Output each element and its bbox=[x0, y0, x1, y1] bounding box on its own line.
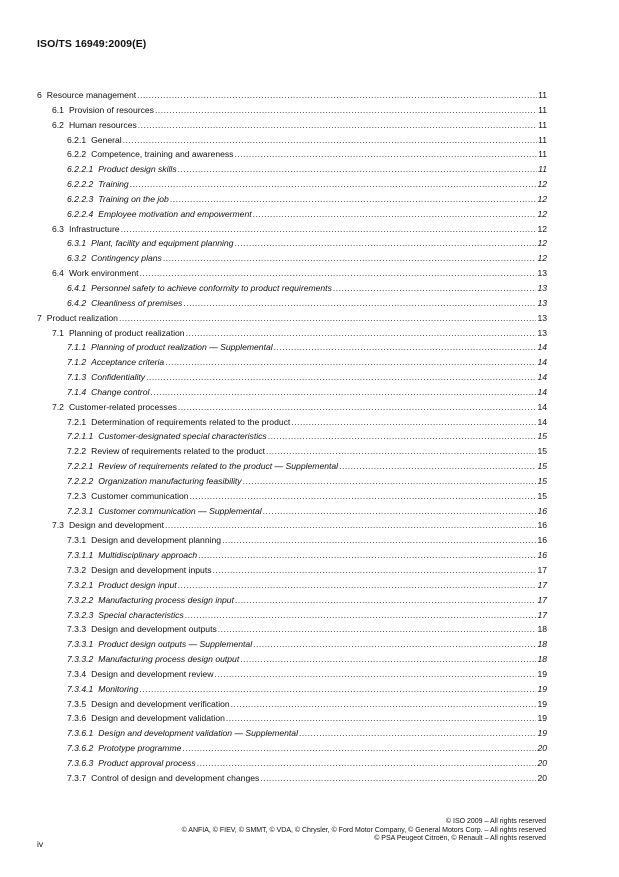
toc-entry[interactable] bbox=[37, 400, 547, 415]
toc-entry-page: 19 bbox=[537, 668, 547, 679]
toc-entry-number: 6.2.2.3 bbox=[67, 193, 94, 204]
toc-entry[interactable] bbox=[37, 578, 547, 593]
toc-dot-leader bbox=[150, 385, 536, 400]
toc-dot-leader bbox=[222, 533, 536, 548]
toc-entry-number: 6.2.2.1 bbox=[67, 164, 94, 175]
toc-dot-leader bbox=[235, 236, 537, 251]
toc-entry-number: 6 bbox=[37, 90, 42, 100]
toc-dot-leader bbox=[123, 133, 537, 148]
toc-dot-leader bbox=[234, 147, 537, 162]
toc-entry-title: Special characteristics bbox=[98, 609, 184, 620]
toc-entry[interactable] bbox=[37, 726, 547, 741]
toc-entry[interactable] bbox=[37, 415, 547, 430]
toc-entry-number: 7.2.3 bbox=[67, 490, 87, 501]
toc-entry-number: 7.3.6.1 bbox=[67, 728, 94, 739]
toc-entry-title: Provision of resources bbox=[68, 104, 154, 115]
toc-entry-page: 13 bbox=[537, 297, 547, 308]
toc-entry[interactable] bbox=[37, 266, 547, 281]
toc-entry-page: 19 bbox=[537, 728, 547, 739]
toc-entry-title: Work environment bbox=[68, 268, 139, 279]
toc-entry[interactable] bbox=[37, 281, 547, 296]
toc-entry-title: Multidisciplinary approach bbox=[98, 550, 198, 561]
toc-entry[interactable] bbox=[37, 608, 547, 623]
toc-entry-title: Organization manufacturing feasibility bbox=[98, 475, 242, 486]
toc-dot-leader bbox=[178, 162, 537, 177]
toc-entry[interactable] bbox=[37, 311, 547, 326]
toc-entry-number: 6.3 bbox=[52, 223, 64, 234]
footer-line-partners: © ANFIA, © FIEV, © SMMT, © VDA, © Chrysler, © Ford Motor Company, © General Motors Corp. – All rights reserved bbox=[181, 826, 546, 834]
toc-dot-leader bbox=[186, 326, 537, 341]
toc-entry[interactable] bbox=[37, 133, 547, 148]
toc-entry-title: Manufacturing process design output bbox=[98, 654, 240, 665]
toc-entry[interactable] bbox=[37, 177, 547, 192]
toc-entry-number: 7.3.7 bbox=[67, 772, 87, 783]
toc-entry-number: 7.3 bbox=[52, 520, 64, 531]
toc-entry-page: 19 bbox=[537, 683, 547, 694]
toc-entry-title: Determination of requirements related to the product bbox=[91, 416, 291, 427]
toc-entry-page: 16 bbox=[537, 535, 547, 546]
toc-entry-title: Planning of product realization — Supplemental bbox=[91, 342, 273, 353]
toc-entry-page: 14 bbox=[537, 386, 547, 397]
page-number: iv bbox=[37, 839, 44, 849]
toc-entry-title: Training on the job bbox=[98, 193, 169, 204]
toc-dot-leader bbox=[266, 444, 536, 459]
toc-entry[interactable] bbox=[37, 459, 547, 474]
toc-entry-title: Personnel safety to achieve conformity to product requirements bbox=[91, 282, 332, 293]
toc-entry-title: Customer-related processes bbox=[68, 401, 177, 412]
toc-dot-leader bbox=[138, 118, 537, 133]
toc-entry-page: 12 bbox=[537, 193, 547, 204]
toc-entry-title: Design and development verification bbox=[91, 698, 230, 709]
toc-entry-page: 15 bbox=[537, 431, 547, 442]
toc-entry[interactable] bbox=[37, 385, 547, 400]
toc-entry-number: 7.2.2.2 bbox=[67, 475, 94, 486]
toc-entry-number: 7.3.2.1 bbox=[67, 579, 94, 590]
toc-dot-leader bbox=[170, 192, 537, 207]
toc-entry-page: 13 bbox=[537, 282, 547, 293]
toc-dot-leader bbox=[185, 608, 537, 623]
toc-dot-leader bbox=[218, 622, 537, 637]
toc-entry-number: 6.3.1 bbox=[67, 238, 87, 249]
toc-entry-title: Control of design and development changes bbox=[91, 772, 260, 783]
toc-entry-number: 7.3.2 bbox=[67, 565, 87, 575]
toc-entry-title: Monitoring bbox=[98, 683, 139, 694]
toc-entry-title: Employee motivation and empowerment bbox=[98, 208, 252, 219]
toc-dot-leader bbox=[190, 489, 537, 504]
toc-entry-number: 7.3.6.3 bbox=[67, 757, 94, 768]
toc-entry[interactable] bbox=[37, 771, 547, 786]
toc-entry-number: 6.1 bbox=[52, 104, 64, 115]
toc-dot-leader bbox=[235, 593, 536, 608]
toc-entry-title: Product design input bbox=[98, 579, 177, 590]
toc-entry-page: 16 bbox=[537, 550, 547, 561]
toc-entry-number: 6.3.2 bbox=[67, 253, 87, 264]
toc-entry-number: 6.4 bbox=[52, 268, 64, 279]
toc-entry-number: 6.4.1 bbox=[67, 282, 87, 293]
toc-entry-page: 15 bbox=[537, 446, 547, 457]
footer-line-iso: © ISO 2009 – All rights reserved bbox=[445, 818, 546, 825]
toc-entry-page: 11 bbox=[538, 164, 547, 175]
toc-entry[interactable] bbox=[37, 489, 547, 504]
toc-entry-title: Design and development validation — Supplemental bbox=[98, 728, 298, 739]
copyright-footer bbox=[182, 818, 546, 844]
toc-entry-page: 12 bbox=[537, 253, 547, 264]
toc-dot-leader bbox=[165, 355, 536, 370]
toc-entry[interactable] bbox=[37, 593, 547, 608]
toc-dot-leader bbox=[137, 88, 537, 103]
toc-dot-leader bbox=[178, 400, 537, 415]
toc-entry[interactable] bbox=[37, 756, 547, 771]
toc-entry-page: 12 bbox=[537, 238, 547, 249]
toc-entry-title: Design and development validation bbox=[91, 713, 225, 724]
toc-entry-number: 7.3.3.1 bbox=[67, 639, 94, 650]
toc-dot-leader bbox=[119, 311, 536, 326]
toc-dot-leader bbox=[240, 652, 536, 667]
toc-dot-leader bbox=[178, 578, 537, 593]
toc-entry-title: General bbox=[91, 134, 122, 145]
toc-entry-number: 6.2.2.4 bbox=[67, 208, 94, 219]
toc-entry-title: Resource management bbox=[46, 90, 137, 100]
toc-entry-number: 7.3.2.3 bbox=[67, 609, 94, 620]
toc-entry[interactable] bbox=[37, 637, 547, 652]
toc-entry-title: Planning of product realization bbox=[68, 327, 185, 338]
toc-entry-title: Manufacturing process design input bbox=[98, 594, 234, 605]
toc-dot-leader bbox=[253, 637, 536, 652]
toc-entry[interactable] bbox=[37, 103, 547, 118]
toc-entry-number: 7.1 bbox=[52, 327, 64, 338]
toc-entry-page: 14 bbox=[537, 342, 547, 353]
toc-entry-title: Infrastructure bbox=[68, 223, 120, 234]
toc-entry-number: 7.3.3.2 bbox=[67, 654, 94, 665]
table-of-contents bbox=[37, 88, 547, 786]
toc-entry-page: 19 bbox=[537, 713, 547, 724]
toc-dot-leader bbox=[339, 459, 536, 474]
toc-dot-leader bbox=[214, 667, 536, 682]
toc-entry[interactable] bbox=[37, 518, 547, 533]
toc-entry[interactable] bbox=[37, 162, 547, 177]
toc-entry[interactable] bbox=[37, 340, 547, 355]
toc-entry-title: Contingency plans bbox=[91, 253, 162, 264]
footer-line-psa-renault: © PSA Peugeot Citroën, © Renault – All rights reserved bbox=[374, 835, 546, 843]
toc-entry-page: 18 bbox=[537, 654, 547, 665]
toc-entry[interactable] bbox=[37, 622, 547, 637]
toc-entry-page: 11 bbox=[538, 149, 547, 160]
toc-entry-page: 15 bbox=[537, 461, 547, 472]
toc-entry-number: 6.2.2.2 bbox=[67, 179, 94, 190]
toc-entry[interactable] bbox=[37, 222, 547, 237]
toc-entry[interactable] bbox=[37, 697, 547, 712]
toc-entry-title: Product realization bbox=[46, 312, 118, 323]
toc-entry-number: 7.2.1.1 bbox=[67, 431, 94, 442]
toc-entry-number: 7.2.3.1 bbox=[67, 505, 94, 516]
toc-entry[interactable] bbox=[37, 741, 547, 756]
toc-entry-number: 7.3.1 bbox=[67, 535, 87, 546]
toc-dot-leader bbox=[197, 756, 537, 771]
toc-entry-title: Customer-designated special characteristics bbox=[98, 431, 267, 442]
toc-dot-leader bbox=[260, 771, 536, 786]
toc-entry-number: 7.3.4.1 bbox=[67, 683, 94, 694]
toc-entry-number: 7.3.1.1 bbox=[67, 550, 94, 561]
toc-entry-title: Design and development review bbox=[91, 668, 214, 679]
toc-entry[interactable] bbox=[37, 667, 547, 682]
toc-entry-title: Design and development planning bbox=[91, 535, 222, 546]
toc-entry-title: Customer communication bbox=[91, 490, 189, 501]
toc-entry-page: 12 bbox=[537, 223, 547, 234]
toc-entry[interactable] bbox=[37, 504, 547, 519]
toc-entry-number: 7.2.1 bbox=[67, 416, 87, 427]
toc-entry-page: 12 bbox=[537, 179, 547, 190]
toc-entry-title: Product design outputs — Supplemental bbox=[98, 639, 253, 650]
toc-entry-number: 7.1.2 bbox=[67, 357, 87, 368]
toc-entry-page: 14 bbox=[537, 372, 547, 383]
toc-entry-title: Cleanliness of premises bbox=[91, 297, 183, 308]
toc-entry[interactable] bbox=[37, 251, 547, 266]
toc-entry-number: 7.3.6.2 bbox=[67, 743, 94, 754]
toc-entry-number: 7 bbox=[37, 312, 42, 323]
toc-entry-title: Acceptance criteria bbox=[91, 357, 165, 368]
toc-entry-title: Review of requirements related to the product — Supplemental bbox=[98, 461, 339, 472]
toc-entry[interactable] bbox=[37, 444, 547, 459]
toc-entry-title: Design and development bbox=[68, 520, 165, 531]
toc-entry-page: 11 bbox=[538, 134, 547, 145]
toc-entry-page: 13 bbox=[537, 268, 547, 279]
toc-entry[interactable] bbox=[37, 296, 547, 311]
toc-entry-number: 7.2.2 bbox=[67, 446, 87, 457]
toc-entry-title: Design and development inputs bbox=[91, 565, 212, 575]
toc-entry-page: 14 bbox=[537, 401, 547, 412]
toc-dot-leader bbox=[130, 177, 537, 192]
toc-entry-title: Training bbox=[98, 179, 129, 190]
toc-entry-number: 7.1.4 bbox=[67, 386, 87, 397]
toc-entry-number: 7.2.2.1 bbox=[67, 461, 94, 472]
toc-entry[interactable] bbox=[37, 355, 547, 370]
toc-dot-leader bbox=[243, 474, 537, 489]
toc-entry[interactable] bbox=[37, 652, 547, 667]
toc-entry-title: Plant, facility and equipment planning bbox=[91, 238, 234, 249]
toc-entry-number: 7.3.3 bbox=[67, 624, 87, 635]
toc-entry[interactable] bbox=[37, 207, 547, 222]
toc-entry-title: Confidentiality bbox=[91, 372, 146, 383]
toc-entry[interactable] bbox=[37, 147, 547, 162]
toc-entry-page: 20 bbox=[537, 772, 547, 783]
toc-dot-leader bbox=[121, 222, 537, 237]
toc-entry-number: 6.4.2 bbox=[67, 297, 87, 308]
toc-dot-leader bbox=[263, 504, 537, 519]
toc-dot-leader bbox=[155, 103, 537, 118]
toc-entry-page: 18 bbox=[537, 639, 547, 650]
toc-entry[interactable] bbox=[37, 236, 547, 251]
toc-dot-leader bbox=[226, 711, 537, 726]
toc-entry[interactable] bbox=[37, 563, 547, 578]
toc-entry[interactable] bbox=[37, 429, 547, 444]
toc-entry-page: 17 bbox=[537, 609, 547, 620]
toc-entry-number: 7.1.3 bbox=[67, 372, 87, 383]
toc-entry-title: Human resources bbox=[68, 119, 137, 130]
toc-dot-leader bbox=[253, 207, 537, 222]
toc-entry[interactable] bbox=[37, 370, 547, 385]
toc-dot-leader bbox=[139, 682, 536, 697]
toc-entry-page: 15 bbox=[537, 490, 547, 501]
toc-entry[interactable] bbox=[37, 192, 547, 207]
toc-dot-leader bbox=[231, 697, 537, 712]
toc-entry-page: 15 bbox=[537, 475, 547, 486]
toc-entry[interactable] bbox=[37, 326, 547, 341]
toc-entry-page: 20 bbox=[537, 743, 547, 754]
toc-entry-number: 6.2 bbox=[52, 119, 64, 130]
toc-entry-title: Customer communication — Supplemental bbox=[98, 505, 262, 516]
toc-entry[interactable] bbox=[37, 548, 547, 563]
toc-entry[interactable] bbox=[37, 711, 547, 726]
toc-entry-title: Product design skills bbox=[98, 164, 177, 175]
toc-dot-leader bbox=[140, 266, 537, 281]
toc-entry-page: 11 bbox=[538, 119, 547, 130]
toc-entry-page: 13 bbox=[537, 327, 547, 338]
toc-entry-title: Product approval process bbox=[98, 757, 196, 768]
toc-entry-page: 13 bbox=[537, 312, 547, 323]
toc-entry-number: 7.3.6 bbox=[67, 713, 87, 724]
toc-dot-leader bbox=[146, 370, 536, 385]
toc-entry-number: 6.2.1 bbox=[67, 134, 87, 145]
toc-entry-number: 6.2.2 bbox=[67, 149, 87, 160]
toc-dot-leader bbox=[165, 518, 536, 533]
toc-dot-leader bbox=[163, 251, 537, 266]
toc-entry-title: Change control bbox=[91, 386, 150, 397]
toc-entry[interactable] bbox=[37, 474, 547, 489]
toc-entry-page: 16 bbox=[537, 520, 547, 531]
toc-entry[interactable] bbox=[37, 88, 547, 103]
toc-entry-number: 7.3.2.2 bbox=[67, 594, 94, 605]
toc-entry-page: 16 bbox=[537, 505, 547, 516]
toc-entry-page: 14 bbox=[537, 416, 547, 427]
toc-dot-leader bbox=[182, 741, 536, 756]
toc-entry-page: 11 bbox=[538, 90, 547, 100]
toc-entry-page: 19 bbox=[537, 698, 547, 709]
toc-entry-page: 17 bbox=[537, 579, 547, 590]
toc-entry-title: Review of requirements related to the product bbox=[91, 446, 266, 457]
toc-entry-page: 18 bbox=[537, 624, 547, 635]
toc-entry-page: 12 bbox=[537, 208, 547, 219]
toc-dot-leader bbox=[291, 415, 536, 430]
toc-entry-page: 20 bbox=[537, 757, 547, 768]
toc-entry-number: 7.2 bbox=[52, 401, 64, 412]
toc-entry[interactable] bbox=[37, 118, 547, 133]
toc-dot-leader bbox=[183, 296, 536, 311]
toc-entry-page: 17 bbox=[537, 565, 547, 575]
document-header: ISO/TS 16949:2009(E) bbox=[37, 38, 147, 50]
toc-entry[interactable] bbox=[37, 682, 547, 697]
toc-dot-leader bbox=[333, 281, 537, 296]
toc-dot-leader bbox=[268, 429, 537, 444]
toc-entry-page: 11 bbox=[538, 104, 547, 115]
toc-entry-title: Design and development outputs bbox=[91, 624, 217, 635]
toc-entry-number: 7.1.1 bbox=[67, 342, 87, 353]
toc-entry-page: 14 bbox=[537, 357, 547, 368]
toc-entry[interactable] bbox=[37, 533, 547, 548]
toc-entry-title: Prototype programme bbox=[98, 743, 182, 754]
toc-dot-leader bbox=[198, 548, 536, 563]
toc-dot-leader bbox=[299, 726, 536, 741]
toc-dot-leader bbox=[274, 340, 537, 355]
toc-entry-title: Competence, training and awareness bbox=[91, 149, 234, 160]
toc-entry-number: 7.3.5 bbox=[67, 698, 87, 709]
toc-entry-number: 7.3.4 bbox=[67, 668, 87, 679]
toc-dot-leader bbox=[213, 563, 537, 578]
toc-entry-page: 17 bbox=[537, 594, 547, 605]
